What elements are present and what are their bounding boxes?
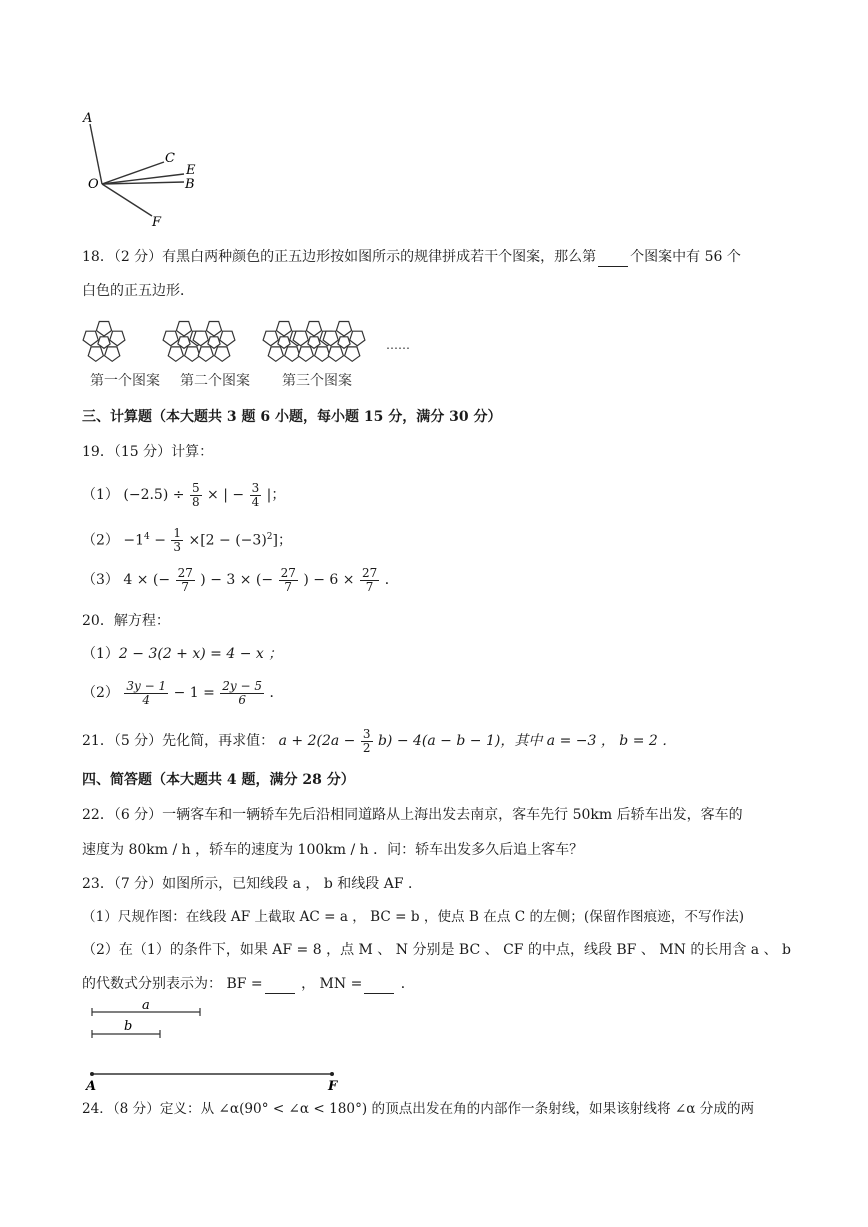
q18-suffix: 个图案中有 56 个	[630, 249, 741, 265]
q19-part3	[82, 565, 399, 595]
q19-p3-c: ) − 6 ×	[303, 572, 355, 588]
q21-frac: $\frac{3}{2}$	[362, 726, 371, 755]
label-O: O	[88, 177, 99, 192]
q18-line1	[82, 247, 741, 267]
segments-a-b-figure	[86, 998, 216, 1040]
pentagon-shape	[215, 347, 230, 361]
q23-end: ．	[400, 976, 415, 992]
label-F: F	[152, 215, 162, 228]
q20-p2-mid: − 1 =	[173, 685, 215, 701]
q23-line2: （1）尺规作图：在线段 AF 上截取 AC = a ， BC = b ，使点 B 在点 C 的左侧；(保留作图痕迹，不写作法)	[82, 909, 745, 925]
point-F-label: F	[328, 1079, 338, 1094]
q20-p2-frac2: $\frac{2y - 5}{6}$	[222, 678, 263, 707]
caption-pattern-3: 第三个图案	[282, 373, 352, 389]
q19-part2	[82, 522, 292, 556]
pentagon-shape	[336, 322, 351, 337]
q19-p1-b: × | −	[207, 487, 245, 503]
q19-p3-label: （3）	[82, 572, 119, 588]
q20-p1-eq: 2 − 3(2 + x) = 4 − x ；	[118, 646, 283, 662]
label-B: B	[185, 177, 195, 192]
q23-mn-blank[interactable]	[364, 979, 394, 994]
q23-line1: 23．（7 分）如图所示，已知线段 a ， b 和线段 AF ．	[82, 876, 423, 892]
pentagon-shape	[168, 347, 183, 361]
pentagon-shape	[220, 331, 235, 346]
q20-p2-end: ．	[269, 685, 284, 701]
q19-p3-d: ．	[384, 572, 399, 588]
pentagon-patterns-figure	[80, 316, 420, 368]
q22-line2: 速度为 80km / h ，轿车的速度为 100km / h ．问：轿车出发多久后追上客车？	[82, 842, 584, 858]
q21-expr-b: b) − 4(a − b − 1)，其中 a = −3 ， b = 2 ．	[377, 733, 677, 749]
q21-head: 21．（5 分）先化简，再求值：	[82, 733, 275, 749]
q24-line1: 24．（8 分）定义：从 ∠α(90° < ∠α < 180°) 的顶点出发在角的内部作一条射线，如果该射线将 ∠α 分成的两	[82, 1101, 755, 1117]
q20-p2-frac1: $\frac{3y - 1}{4}$	[126, 678, 167, 707]
segment-af-figure	[84, 1066, 344, 1094]
q20-part2	[82, 678, 283, 708]
q19-p2-label: （2）	[82, 532, 119, 549]
pentagon-shape	[263, 331, 278, 346]
pentagon-shape	[350, 331, 365, 346]
q18-line2: 白色的正五边形．	[82, 283, 194, 299]
pentagon-shape	[198, 347, 213, 361]
q19-p1-label: （1）	[82, 487, 119, 503]
q23-bf-blank[interactable]	[265, 979, 295, 994]
pentagon-shape	[285, 347, 300, 361]
q20-p2-label: （2）	[82, 685, 119, 701]
pentagon-shape	[276, 322, 291, 337]
pattern-ellipsis: ……	[386, 338, 410, 352]
q19-p2-frac: $\frac{1}{3}$	[173, 526, 182, 555]
angle-rays-figure	[80, 108, 210, 228]
q19-p1-c: |；	[266, 487, 286, 503]
q20-head: 20．解方程：	[82, 613, 170, 629]
segment-a-label: a	[142, 998, 150, 1013]
pentagon-shape	[328, 347, 343, 361]
q23-bf-label: 的代数式分别表示为： BF =	[82, 976, 263, 992]
q19-p2-sup: 4	[144, 532, 150, 542]
q19-p3-frac1: $\frac{27}{7}$	[177, 565, 193, 594]
pentagon-shape	[185, 347, 200, 361]
q19-p2-d: ]；	[272, 532, 292, 549]
pentagon-shape	[315, 347, 330, 361]
pentagon-shape	[110, 331, 125, 346]
q20-part1	[82, 644, 282, 664]
pentagon-shape	[306, 322, 321, 337]
pentagon-shape	[268, 347, 283, 361]
caption-pattern-1: 第一个图案	[90, 373, 160, 389]
q19-p1-a: (−2.5) ÷	[123, 487, 185, 503]
q22-line1: 22．（6 分）一辆客车和一辆轿车先后沿相同道路从上海出发去南京，客车先行 50km 后轿车出发，客车的	[82, 807, 743, 823]
q19-p3-frac2: $\frac{27}{7}$	[280, 565, 296, 594]
q19-p1-frac1: $\frac{5}{8}$	[191, 480, 200, 509]
label-A: A	[83, 111, 93, 126]
label-C: C	[165, 151, 175, 166]
section3-title: 三、计算题（本大题共 3 题 6 小题，每小题 15 分，满分 30 分）	[82, 409, 502, 425]
pentagon-shape	[96, 322, 111, 337]
q19-p3-frac3: $\frac{27}{7}$	[361, 565, 378, 594]
q23-line3: （2）在（1）的条件下，如果 AF = 8 ，点 M 、 N 分别是 BC 、 CF 的中点，线段 BF 、 MN 的长用含 a 、 b	[82, 942, 791, 958]
label-E: E	[186, 163, 196, 178]
pentagon-shape	[345, 347, 360, 361]
q19-p3-a: 4 × (−	[123, 572, 171, 588]
q23-line4	[82, 974, 415, 994]
q18-prefix: 18．（2 分）有黑白两种颜色的正五边形按如图所示的规律拼成若干个图案，那么第	[82, 249, 597, 265]
pentagon-shape	[105, 347, 120, 361]
q23-mn-label: ， MN =	[301, 976, 363, 992]
q21-line	[82, 726, 676, 756]
point-A-label: A	[86, 1079, 97, 1094]
pentagon-shape	[83, 331, 98, 346]
section4-title: 四、简答题（本大题共 4 题，满分 28 分）	[82, 772, 355, 788]
q19-p2-c: ×[2 − (−3)	[188, 532, 267, 549]
pentagon-shape	[298, 347, 313, 361]
pentagon-shape	[206, 322, 221, 337]
q19-head: 19．（15 分）计算：	[82, 444, 214, 460]
caption-pattern-2: 第二个图案	[180, 373, 250, 389]
q19-p2-b: −	[154, 532, 166, 549]
pentagon-shape	[163, 331, 178, 346]
q19-p3-b: ) − 3 × (−	[200, 572, 274, 588]
q21-expr-a: a + 2(2a −	[278, 733, 356, 749]
pentagon-shape	[88, 347, 103, 361]
segment-b-label: b	[124, 1019, 133, 1034]
q20-p1-label: （1）	[82, 646, 119, 662]
q19-part1	[82, 480, 285, 510]
pentagon-shape	[176, 322, 191, 337]
q19-p2-a: −1	[123, 532, 145, 549]
q19-p2-sup2: 2	[266, 532, 273, 542]
q18-answer-blank[interactable]	[598, 252, 628, 267]
q19-p1-frac2: $\frac{3}{4}$	[251, 480, 260, 509]
